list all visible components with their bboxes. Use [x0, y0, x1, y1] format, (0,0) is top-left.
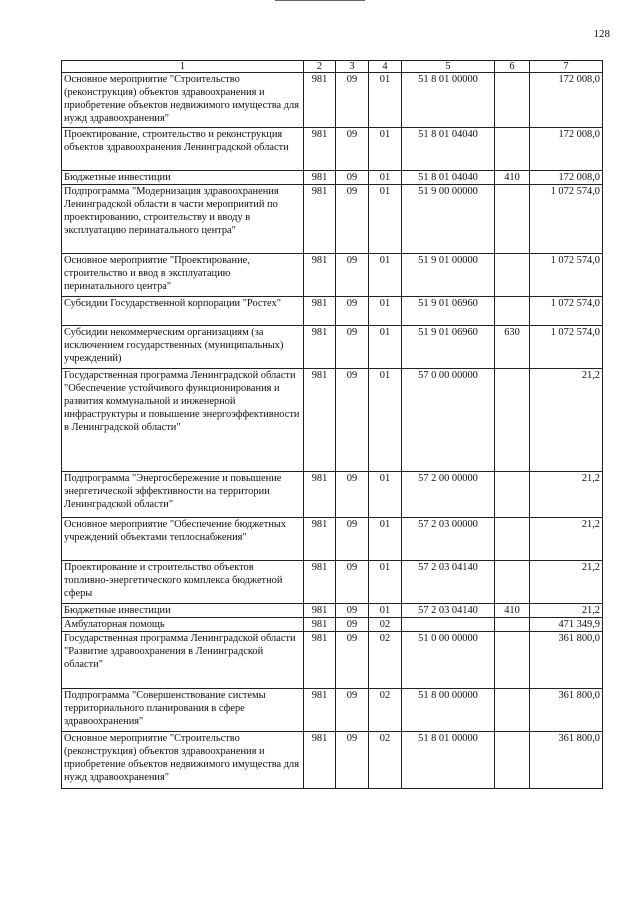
row-name: Субсидии некоммерческим организациям (за исключением государственных (муниципальных) учреждений): [62, 326, 304, 369]
row-rz: 09: [336, 326, 369, 369]
row-pr: 01: [369, 171, 402, 185]
row-rz: 09: [336, 518, 369, 561]
row-gr: 981: [304, 326, 336, 369]
row-name: Проектирование и строительство объектов топливно-энергетического комплекса бюджетной сферы: [62, 561, 304, 604]
row-vr: 410: [495, 171, 530, 185]
row-pr: 01: [369, 472, 402, 518]
row-rz: 09: [336, 297, 369, 326]
row-sum: 21,2: [530, 369, 603, 472]
row-sum: 471 349,9: [530, 618, 603, 632]
row-csr: 51 9 01 00000: [402, 254, 495, 297]
row-gr: 981: [304, 73, 336, 128]
table-row: [62, 604, 603, 618]
row-pr: 01: [369, 254, 402, 297]
page-number: 128: [593, 28, 610, 40]
row-gr: 981: [304, 472, 336, 518]
row-csr: 51 9 00 00000: [402, 185, 495, 254]
table-row: [62, 73, 603, 128]
row-sum: 21,2: [530, 518, 603, 561]
table-row: [62, 689, 603, 732]
budget-table: [61, 60, 603, 789]
column-header-4: 4: [369, 61, 402, 73]
row-rz: 09: [336, 73, 369, 128]
row-pr: 01: [369, 369, 402, 472]
row-gr: 981: [304, 561, 336, 604]
row-vr: [495, 732, 530, 789]
row-vr: [495, 185, 530, 254]
row-rz: 09: [336, 472, 369, 518]
table-row: [62, 171, 603, 185]
row-gr: 981: [304, 518, 336, 561]
row-sum: 21,2: [530, 561, 603, 604]
row-vr: [495, 472, 530, 518]
row-sum: 172 008,0: [530, 171, 603, 185]
row-vr: [495, 632, 530, 689]
row-vr: [495, 369, 530, 472]
row-pr: 01: [369, 604, 402, 618]
row-csr: 51 8 01 00000: [402, 73, 495, 128]
row-vr: [495, 618, 530, 632]
row-vr: [495, 254, 530, 297]
row-name: Основное мероприятие "Обеспечение бюджетных учреждений объектами теплоснабжения": [62, 518, 304, 561]
row-pr: 01: [369, 185, 402, 254]
row-name: Проектирование, строительство и реконструкция объектов здравоохранения Ленинградской области: [62, 128, 304, 171]
column-header-1: 1: [62, 61, 304, 73]
row-pr: 01: [369, 128, 402, 171]
row-csr: 51 9 01 06960: [402, 297, 495, 326]
row-sum: 21,2: [530, 604, 603, 618]
row-csr: 57 2 03 04140: [402, 604, 495, 618]
column-header-6: 6: [495, 61, 530, 73]
column-header-2: 2: [304, 61, 336, 73]
row-csr: 51 8 01 00000: [402, 732, 495, 789]
row-vr: [495, 689, 530, 732]
row-name: Амбулаторная помощь: [62, 618, 304, 632]
column-header-7: 7: [530, 61, 603, 73]
row-rz: 09: [336, 689, 369, 732]
row-sum: 1 072 574,0: [530, 297, 603, 326]
row-rz: 09: [336, 561, 369, 604]
row-pr: 02: [369, 632, 402, 689]
row-rz: 09: [336, 171, 369, 185]
row-csr: 57 2 03 00000: [402, 518, 495, 561]
row-pr: 01: [369, 297, 402, 326]
table-row: [62, 472, 603, 518]
row-pr: 01: [369, 561, 402, 604]
row-name: Субсидии Государственной корпорации "Ростех": [62, 297, 304, 326]
row-gr: 981: [304, 632, 336, 689]
row-name: Бюджетные инвестиции: [62, 171, 304, 185]
row-sum: 361 800,0: [530, 632, 603, 689]
row-rz: 09: [336, 128, 369, 171]
row-vr: [495, 297, 530, 326]
row-gr: 981: [304, 297, 336, 326]
row-csr: 51 8 01 04040: [402, 171, 495, 185]
row-rz: 09: [336, 632, 369, 689]
row-rz: 09: [336, 369, 369, 472]
table-row: [62, 185, 603, 254]
row-gr: 981: [304, 732, 336, 789]
row-name: Бюджетные инвестиции: [62, 604, 304, 618]
row-rz: 09: [336, 604, 369, 618]
table-row: [62, 369, 603, 472]
row-pr: 01: [369, 518, 402, 561]
table-row: [62, 632, 603, 689]
row-name: Подпрограмма "Энергосбережение и повышение энергетической эффективности на территории Ленинградской области": [62, 472, 304, 518]
row-rz: 09: [336, 254, 369, 297]
row-name: Основное мероприятие "Строительство (реконструкция) объектов здравоохранения и приобретение объектов недвижимого имущества для нужд здравоохранения": [62, 73, 304, 128]
scan-artifact-line: [275, 0, 365, 1]
row-rz: 09: [336, 185, 369, 254]
row-sum: 172 008,0: [530, 128, 603, 171]
row-sum: 21,2: [530, 472, 603, 518]
row-vr: [495, 518, 530, 561]
row-pr: 02: [369, 618, 402, 632]
table-row: [62, 128, 603, 171]
row-gr: 981: [304, 604, 336, 618]
row-gr: 981: [304, 369, 336, 472]
row-csr: 51 8 01 04040: [402, 128, 495, 171]
row-name: Подпрограмма "Совершенствование системы территориального планирования в сфере здравоохранения": [62, 689, 304, 732]
row-gr: 981: [304, 618, 336, 632]
row-sum: 172 008,0: [530, 73, 603, 128]
row-rz: 09: [336, 732, 369, 789]
row-csr: [402, 618, 495, 632]
row-sum: 361 800,0: [530, 689, 603, 732]
table-row: [62, 518, 603, 561]
row-pr: 01: [369, 326, 402, 369]
row-name: Основное мероприятие "Проектирование, строительство и ввод в эксплуатацию перинатального центра": [62, 254, 304, 297]
table-row: [62, 326, 603, 369]
row-sum: 1 072 574,0: [530, 326, 603, 369]
row-rz: 09: [336, 618, 369, 632]
row-gr: 981: [304, 128, 336, 171]
column-header-3: 3: [336, 61, 369, 73]
row-pr: 02: [369, 689, 402, 732]
row-gr: 981: [304, 689, 336, 732]
table-row: [62, 254, 603, 297]
row-csr: 51 0 00 00000: [402, 632, 495, 689]
row-csr: 57 2 00 00000: [402, 472, 495, 518]
row-vr: 630: [495, 326, 530, 369]
row-vr: 410: [495, 604, 530, 618]
row-name: Основное мероприятие "Строительство (реконструкция) объектов здравоохранения и приобретение объектов недвижимого имущества для нужд здравоохранения": [62, 732, 304, 789]
row-csr: 57 2 03 04140: [402, 561, 495, 604]
row-name: Государственная программа Ленинградской области "Развитие здравоохранения в Ленинградской области": [62, 632, 304, 689]
row-vr: [495, 561, 530, 604]
table-row: [62, 561, 603, 604]
table-row: [62, 297, 603, 326]
row-vr: [495, 128, 530, 171]
row-csr: 57 0 00 00000: [402, 369, 495, 472]
table-row: [62, 732, 603, 789]
row-gr: 981: [304, 254, 336, 297]
row-gr: 981: [304, 171, 336, 185]
row-pr: 02: [369, 732, 402, 789]
header-row: [62, 61, 603, 73]
row-vr: [495, 73, 530, 128]
row-gr: 981: [304, 185, 336, 254]
row-sum: 1 072 574,0: [530, 254, 603, 297]
row-name: Государственная программа Ленинградской области "Обеспечение устойчивого функционирования и развития коммунальной и инженерной инфраструктуры и повышение энергоэффективности в Ленинградской области": [62, 369, 304, 472]
table-row: [62, 618, 603, 632]
row-sum: 361 800,0: [530, 732, 603, 789]
row-csr: 51 9 01 06960: [402, 326, 495, 369]
row-name: Подпрограмма "Модернизация здравоохранения Ленинградской области в части мероприятий по проектированию, строительству и вводу в эксплуатацию перинатального центра": [62, 185, 304, 254]
column-header-5: 5: [402, 61, 495, 73]
row-csr: 51 8 00 00000: [402, 689, 495, 732]
row-pr: 01: [369, 73, 402, 128]
row-sum: 1 072 574,0: [530, 185, 603, 254]
